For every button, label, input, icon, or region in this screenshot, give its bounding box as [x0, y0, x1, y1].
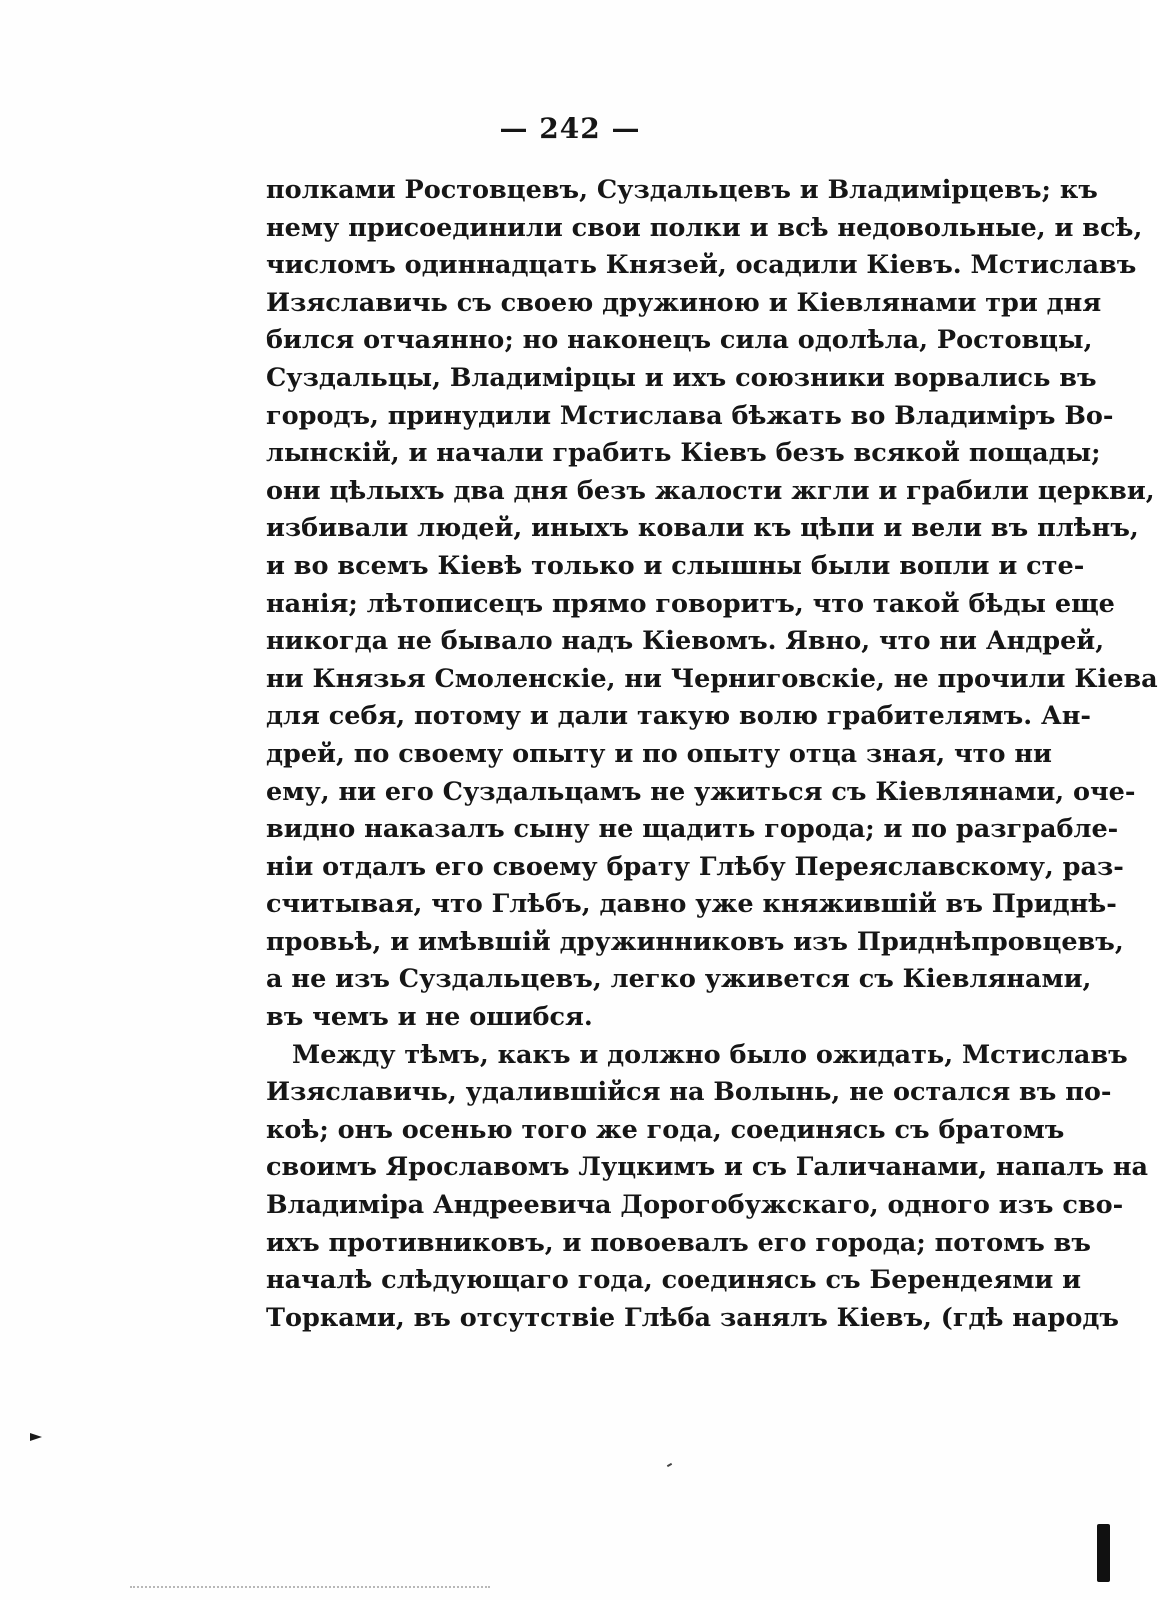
text-line: они цѣлыхъ два дня безъ жалости жгли и грабили церкви, — [266, 475, 1155, 506]
text-line: числомъ одиннадцать Князей, осадили Кіевъ. Мстиславъ — [266, 250, 1137, 281]
text-line: Суздальцы, Владимірцы и ихъ союзники ворвались въ — [266, 362, 1097, 393]
scan-dotted-edge — [130, 1586, 490, 1588]
page-number: — 242 — — [499, 112, 641, 145]
text-line: ни Князья Смоленскіе, ни Черниговскіе, не прочили Кіева — [266, 663, 1158, 694]
text-line: для себя, потому и дали такую волю грабителямъ. Ан- — [266, 701, 1092, 732]
text-line: дрей, по своему опыту и по опыту отца зная, что ни — [266, 738, 1052, 769]
text-line: нему присоединили свои полки и всѣ недовольные, и всѣ, — [266, 212, 1143, 243]
text-line: ихъ противниковъ, и повоевалъ его города; потомъ въ — [266, 1227, 1091, 1258]
text-line: бился отчаянно; но наконецъ сила одолѣла, Ростовцы, — [266, 325, 1093, 356]
text-line: считывая, что Глѣбъ, давно уже княжившій въ Приднѣ- — [266, 889, 1117, 920]
body-text — [266, 172, 1158, 1337]
text-line: коѣ; онъ осенью того же года, соединясь съ братомъ — [266, 1114, 1065, 1145]
text-line: избивали людей, иныхъ ковали къ цѣпи и вели въ плѣнъ, — [266, 513, 1139, 544]
text-line: лынскій, и начали грабить Кіевъ безъ всякой пощады; — [266, 438, 1101, 469]
text-line: а не изъ Суздальцевъ, легко уживется съ Кіевлянами, — [266, 964, 1092, 995]
text-line: городъ, принудили Мстислава бѣжать во Владиміръ Во- — [266, 400, 1114, 431]
text-line: началѣ слѣдующаго года, соединясь съ Берендеями и — [266, 1265, 1082, 1296]
text-line: ніи отдалъ его своему брату Глѣбу Переяславскому, раз- — [266, 851, 1124, 882]
text-line: Торками, въ отсутствіе Глѣба занялъ Кіевъ, (гдѣ народъ — [266, 1302, 1119, 1333]
text-line: нанія; лѣтописецъ прямо говоритъ, что такой бѣды еще — [266, 588, 1115, 619]
text-line: полками Ростовцевъ, Суздальцевъ и Владимірцевъ; къ — [266, 175, 1098, 205]
text-line: и во всемъ Кіевѣ только и слышны были вопли и сте- — [266, 550, 1085, 581]
text-line: никогда не бывало надъ Кіевомъ. Явно, что ни Андрей, — [266, 626, 1105, 657]
text-line: своимъ Ярославомъ Луцкимъ и съ Галичанами, напалъ на — [266, 1152, 1149, 1183]
text-line: Изяславичь, удалившійся на Волынь, не остался въ по- — [266, 1077, 1112, 1108]
text-line: ему, ни его Суздальцамъ не ужиться съ Кіевлянами, оче- — [266, 776, 1136, 807]
text-line: Изяславичь съ своею дружиною и Кіевлянами три дня — [266, 287, 1102, 318]
scan-arrow-mark — [30, 1433, 42, 1441]
text-line: видно наказалъ сыну не щадить города; и по разграбле- — [266, 814, 1119, 845]
paragraph-end-line: въ чемъ и не ошибся. — [266, 1002, 593, 1033]
text-line: Владиміра Андреевича Дорогобужскаго, одного изъ сво- — [266, 1190, 1124, 1221]
paragraph-start-line: Между тѣмъ, какъ и должно было ожидать, Мстиславъ — [292, 1039, 1128, 1070]
scan-speck — [667, 1463, 672, 1467]
text-line: провьѣ, и имѣвшій дружинниковъ изъ Приднѣпровцевъ, — [266, 926, 1124, 957]
scan-edge-mark — [1097, 1524, 1110, 1582]
